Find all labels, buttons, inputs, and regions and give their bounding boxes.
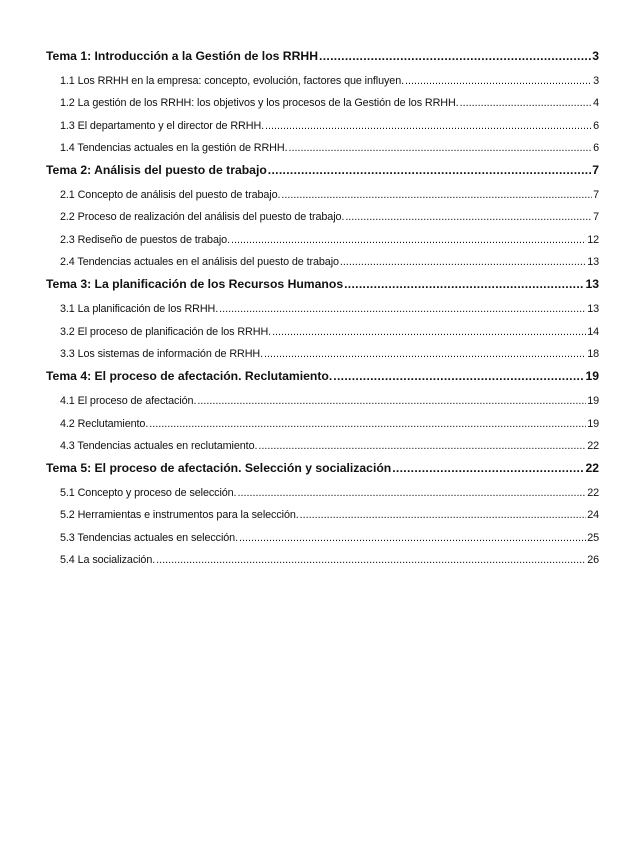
section-title: 5.2 Herramientas e instrumentos para la selección. — [60, 509, 299, 522]
dot-leader — [344, 273, 584, 296]
section-title: 5.1 Concepto y proceso de selección. — [60, 487, 237, 500]
section-title: 2.3 Rediseño de puestos de trabajo. — [60, 233, 230, 246]
section-page-number: 22 — [587, 439, 599, 452]
chapter-page-number: 3 — [592, 49, 599, 63]
dot-leader — [265, 115, 592, 137]
dot-leader — [156, 549, 586, 571]
toc-chapter-3[interactable] — [46, 273, 599, 296]
chapter-page-number: 22 — [585, 461, 599, 476]
section-title: 4.1 El proceso de afectación. — [60, 395, 197, 408]
chapter-page-number: 7 — [592, 163, 599, 178]
dot-leader — [300, 504, 587, 526]
toc-section-2-1[interactable] — [46, 184, 599, 206]
dot-leader — [237, 482, 586, 504]
dot-leader — [239, 527, 586, 549]
toc-section-5-3[interactable] — [46, 527, 599, 549]
toc-section-4-3[interactable] — [46, 435, 599, 457]
toc-chapter-5[interactable] — [46, 457, 599, 480]
toc-section-1-2[interactable] — [46, 92, 599, 114]
section-title: 4.3 Tendencias actuales en reclutamiento. — [60, 439, 258, 452]
dot-leader — [268, 159, 591, 182]
toc-section-1-4[interactable] — [46, 137, 599, 159]
toc-section-2-4[interactable] — [46, 251, 599, 273]
section-title: 1.3 El departamento y el director de RRHH. — [60, 119, 265, 132]
section-page-number: 7 — [593, 211, 599, 224]
dot-leader — [392, 457, 584, 480]
dot-leader — [149, 413, 586, 435]
toc-section-4-2[interactable] — [46, 413, 599, 435]
section-title: 2.4 Tendencias actuales en el análisis del puesto de trabajo — [60, 256, 339, 269]
section-page-number: 13 — [587, 256, 599, 269]
dot-leader — [288, 137, 592, 159]
toc-section-5-1[interactable] — [46, 482, 599, 504]
section-title: 3.2 El proceso de planificación de los RRHH. — [60, 325, 272, 338]
toc-section-3-1[interactable] — [46, 298, 599, 320]
section-page-number: 19 — [587, 417, 599, 430]
section-title: 1.1 Los RRHH en la empresa: concepto, evolución, factores que influyen. — [60, 75, 404, 87]
dot-leader — [460, 92, 593, 114]
section-page-number: 25 — [587, 531, 599, 544]
section-title: 3.1 La planificación de los RRHH. — [60, 303, 219, 316]
dot-leader — [258, 435, 586, 457]
toc-section-3-2[interactable] — [46, 321, 599, 343]
table-of-contents — [46, 45, 599, 571]
chapter-page-number: 19 — [585, 369, 599, 384]
section-title: 5.3 Tendencias actuales en selección. — [60, 531, 238, 544]
dot-leader — [264, 343, 586, 365]
dot-leader — [345, 206, 592, 228]
section-page-number: 22 — [587, 487, 599, 500]
chapter-title: Tema 4: El proceso de afectación. Reclutamiento. — [46, 369, 333, 384]
section-title: 5.4 La socialización. — [60, 554, 156, 567]
section-page-number: 12 — [587, 233, 599, 246]
toc-chapter-1[interactable] — [46, 45, 599, 68]
dot-leader — [340, 251, 586, 273]
section-page-number: 6 — [593, 141, 599, 154]
section-title: 3.3 Los sistemas de información de RRHH. — [60, 347, 264, 360]
dot-leader — [231, 229, 586, 251]
section-page-number: 7 — [593, 189, 599, 202]
section-page-number: 13 — [587, 303, 599, 316]
dot-leader — [272, 321, 586, 343]
section-title: 1.4 Tendencias actuales en la gestión de RRHH. — [60, 141, 288, 154]
section-title: 4.2 Reclutamiento. — [60, 417, 149, 430]
section-page-number: 6 — [593, 119, 599, 132]
section-title: 2.2 Proceso de realización del análisis del puesto de trabajo. — [60, 211, 345, 224]
toc-chapter-4[interactable] — [46, 365, 599, 388]
dot-leader — [405, 70, 592, 92]
toc-chapter-2[interactable] — [46, 159, 599, 182]
section-page-number: 19 — [587, 395, 599, 408]
chapter-title: Tema 2: Análisis del puesto de trabajo — [46, 163, 267, 178]
toc-section-5-4[interactable] — [46, 549, 599, 571]
toc-section-5-2[interactable] — [46, 504, 599, 526]
dot-leader — [219, 298, 586, 320]
section-page-number: 18 — [587, 347, 599, 360]
toc-section-2-3[interactable] — [46, 229, 599, 251]
chapter-title: Tema 5: El proceso de afectación. Selección y socialización — [46, 461, 392, 476]
chapter-page-number: 13 — [585, 277, 599, 292]
dot-leader — [281, 184, 592, 206]
section-page-number: 4 — [593, 97, 599, 110]
toc-section-4-1[interactable] — [46, 390, 599, 412]
dot-leader — [333, 365, 584, 388]
section-page-number: 26 — [587, 554, 599, 567]
toc-section-2-2[interactable] — [46, 206, 599, 228]
section-title: 1.2 La gestión de los RRHH: los objetivos y los procesos de la Gestión de los RRHH. — [60, 97, 459, 110]
toc-section-1-1[interactable] — [46, 70, 599, 92]
toc-section-3-3[interactable] — [46, 343, 599, 365]
section-page-number: 14 — [587, 325, 599, 338]
section-page-number: 3 — [593, 75, 599, 87]
dot-leader — [319, 45, 591, 68]
section-title: 2.1 Concepto de análisis del puesto de trabajo. — [60, 189, 281, 202]
chapter-title: Tema 3: La planificación de los Recursos Humanos — [46, 277, 344, 292]
toc-section-1-3[interactable] — [46, 115, 599, 137]
section-page-number: 24 — [587, 509, 599, 522]
chapter-title: Tema 1: Introducción a la Gestión de los RRHH — [46, 49, 319, 63]
dot-leader — [197, 390, 586, 412]
